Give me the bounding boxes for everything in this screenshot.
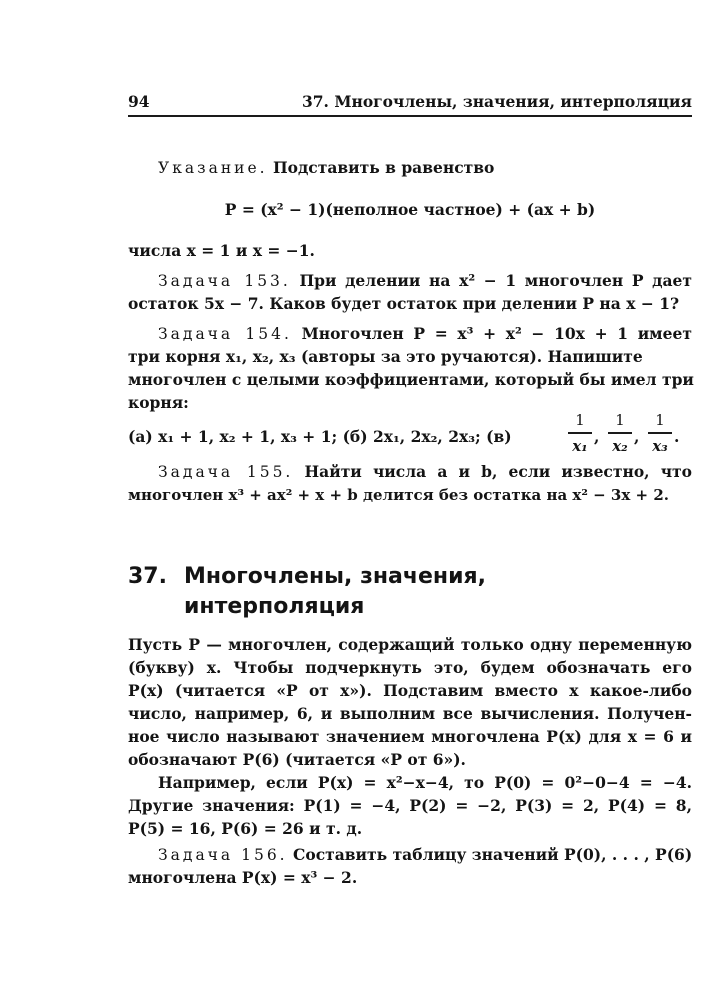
hint-formula: P = (x² − 1)(неполное частное) + (ax + b) [224, 200, 596, 219]
task156-label: Задача 156. [158, 846, 288, 864]
fraction-1-denominator: x₁ [572, 436, 588, 455]
paragraph1-line: P(x) (читается «P от x»). Подставим вместо x какое-либо [128, 681, 692, 700]
task153-label: Задача 153. [158, 272, 291, 290]
task156-text1: Составить таблицу значений P(0), . . . , P(6) [293, 845, 693, 864]
task156-line1 [128, 845, 692, 865]
hint-tail: числа x = 1 и x = −1. [128, 241, 315, 260]
task154-options-text: (а) x₁ + 1, x₂ + 1, x₃ + 1; (б) 2x₁, 2x₂, 2x₃; (в) [128, 427, 512, 446]
task154-text1: Многочлен P = x³ + x² − 10x + 1 имеет [301, 324, 692, 343]
paragraph1-line: обозначают P(6) (читается «P от 6»). [128, 750, 466, 769]
fraction-1-numerator: 1 [575, 411, 585, 429]
task155-text1: Найти числа a и b, если известно, что [304, 462, 692, 481]
task153-line2: остаток 5x − 7. Каков будет остаток при делении P на x − 1? [128, 294, 680, 313]
paragraph1-line: ное число называют значением многочлена P(x) для x = 6 и [128, 727, 692, 746]
fraction-period: . [674, 427, 680, 446]
fraction-2-denominator: x₂ [612, 436, 628, 455]
section-number: 37. [128, 564, 167, 589]
paragraph2-line: P(5) = 16, P(6) = 26 и т. д. [128, 819, 363, 838]
fraction-1 [568, 410, 592, 456]
task154-line4: корня: [128, 393, 189, 412]
fraction-3-bar [648, 432, 672, 434]
fraction-comma: , [634, 427, 640, 446]
fraction-3-numerator: 1 [655, 411, 665, 429]
section-title-line1: Многочлены, значения, [184, 564, 487, 589]
task153-line1 [128, 271, 692, 291]
section-title-line2: интерполяция [184, 594, 365, 619]
fraction-3-denominator: x₃ [652, 436, 668, 455]
task155-line2: многочлен x³ + ax² + x + b делится без остатка на x² − 3x + 2. [128, 486, 669, 504]
header-rule [128, 115, 692, 117]
paragraph1-line: число, например, 6, и выполним все вычисления. Получен- [128, 704, 692, 723]
fraction-comma: , [594, 427, 600, 446]
paragraph1-line: Пусть P — многочлен, содержащий только одну переменную [128, 635, 692, 654]
paragraph2-line: Другие значения: P(1) = −4, P(2) = −2, P(3) = 2, P(4) = 8, [128, 796, 692, 815]
task155-line1 [128, 462, 692, 482]
page-number: 94 [128, 92, 150, 111]
task155-label: Задача 155. [158, 463, 294, 481]
task154-line3: многочлен с целыми коэффициентами, который бы имел три [128, 370, 694, 389]
task154-label: Задача 154. [158, 325, 292, 343]
task154-options [128, 410, 692, 458]
hint-text: Подставить в равенство [273, 158, 495, 177]
running-title: 37. Многочлены, значения, интерполяция [301, 92, 692, 111]
running-header [128, 90, 692, 114]
fraction-3 [648, 410, 672, 456]
task154-line1 [128, 324, 692, 344]
paragraph1-line: (букву) x. Чтобы подчеркнуть это, будем обозначать его [128, 658, 692, 677]
hint-line [128, 158, 692, 178]
task154-line2: три корня x₁, x₂, x₃ (авторы за это ручаются). Напишите [128, 347, 643, 366]
fraction-2 [608, 410, 632, 456]
hint-label: Указание. [158, 159, 268, 177]
paragraph2-line: Например, если P(x) = x²−x−4, то P(0) = 0²−0−4 = −4. [158, 773, 692, 792]
fraction-2-bar [608, 432, 632, 434]
task156-line2: многочлена P(x) = x³ − 2. [128, 868, 358, 887]
fraction-1-bar [568, 432, 592, 434]
task153-text1: При делении на x² − 1 многочлен P дает [299, 271, 692, 290]
fraction-2-numerator: 1 [615, 411, 625, 429]
